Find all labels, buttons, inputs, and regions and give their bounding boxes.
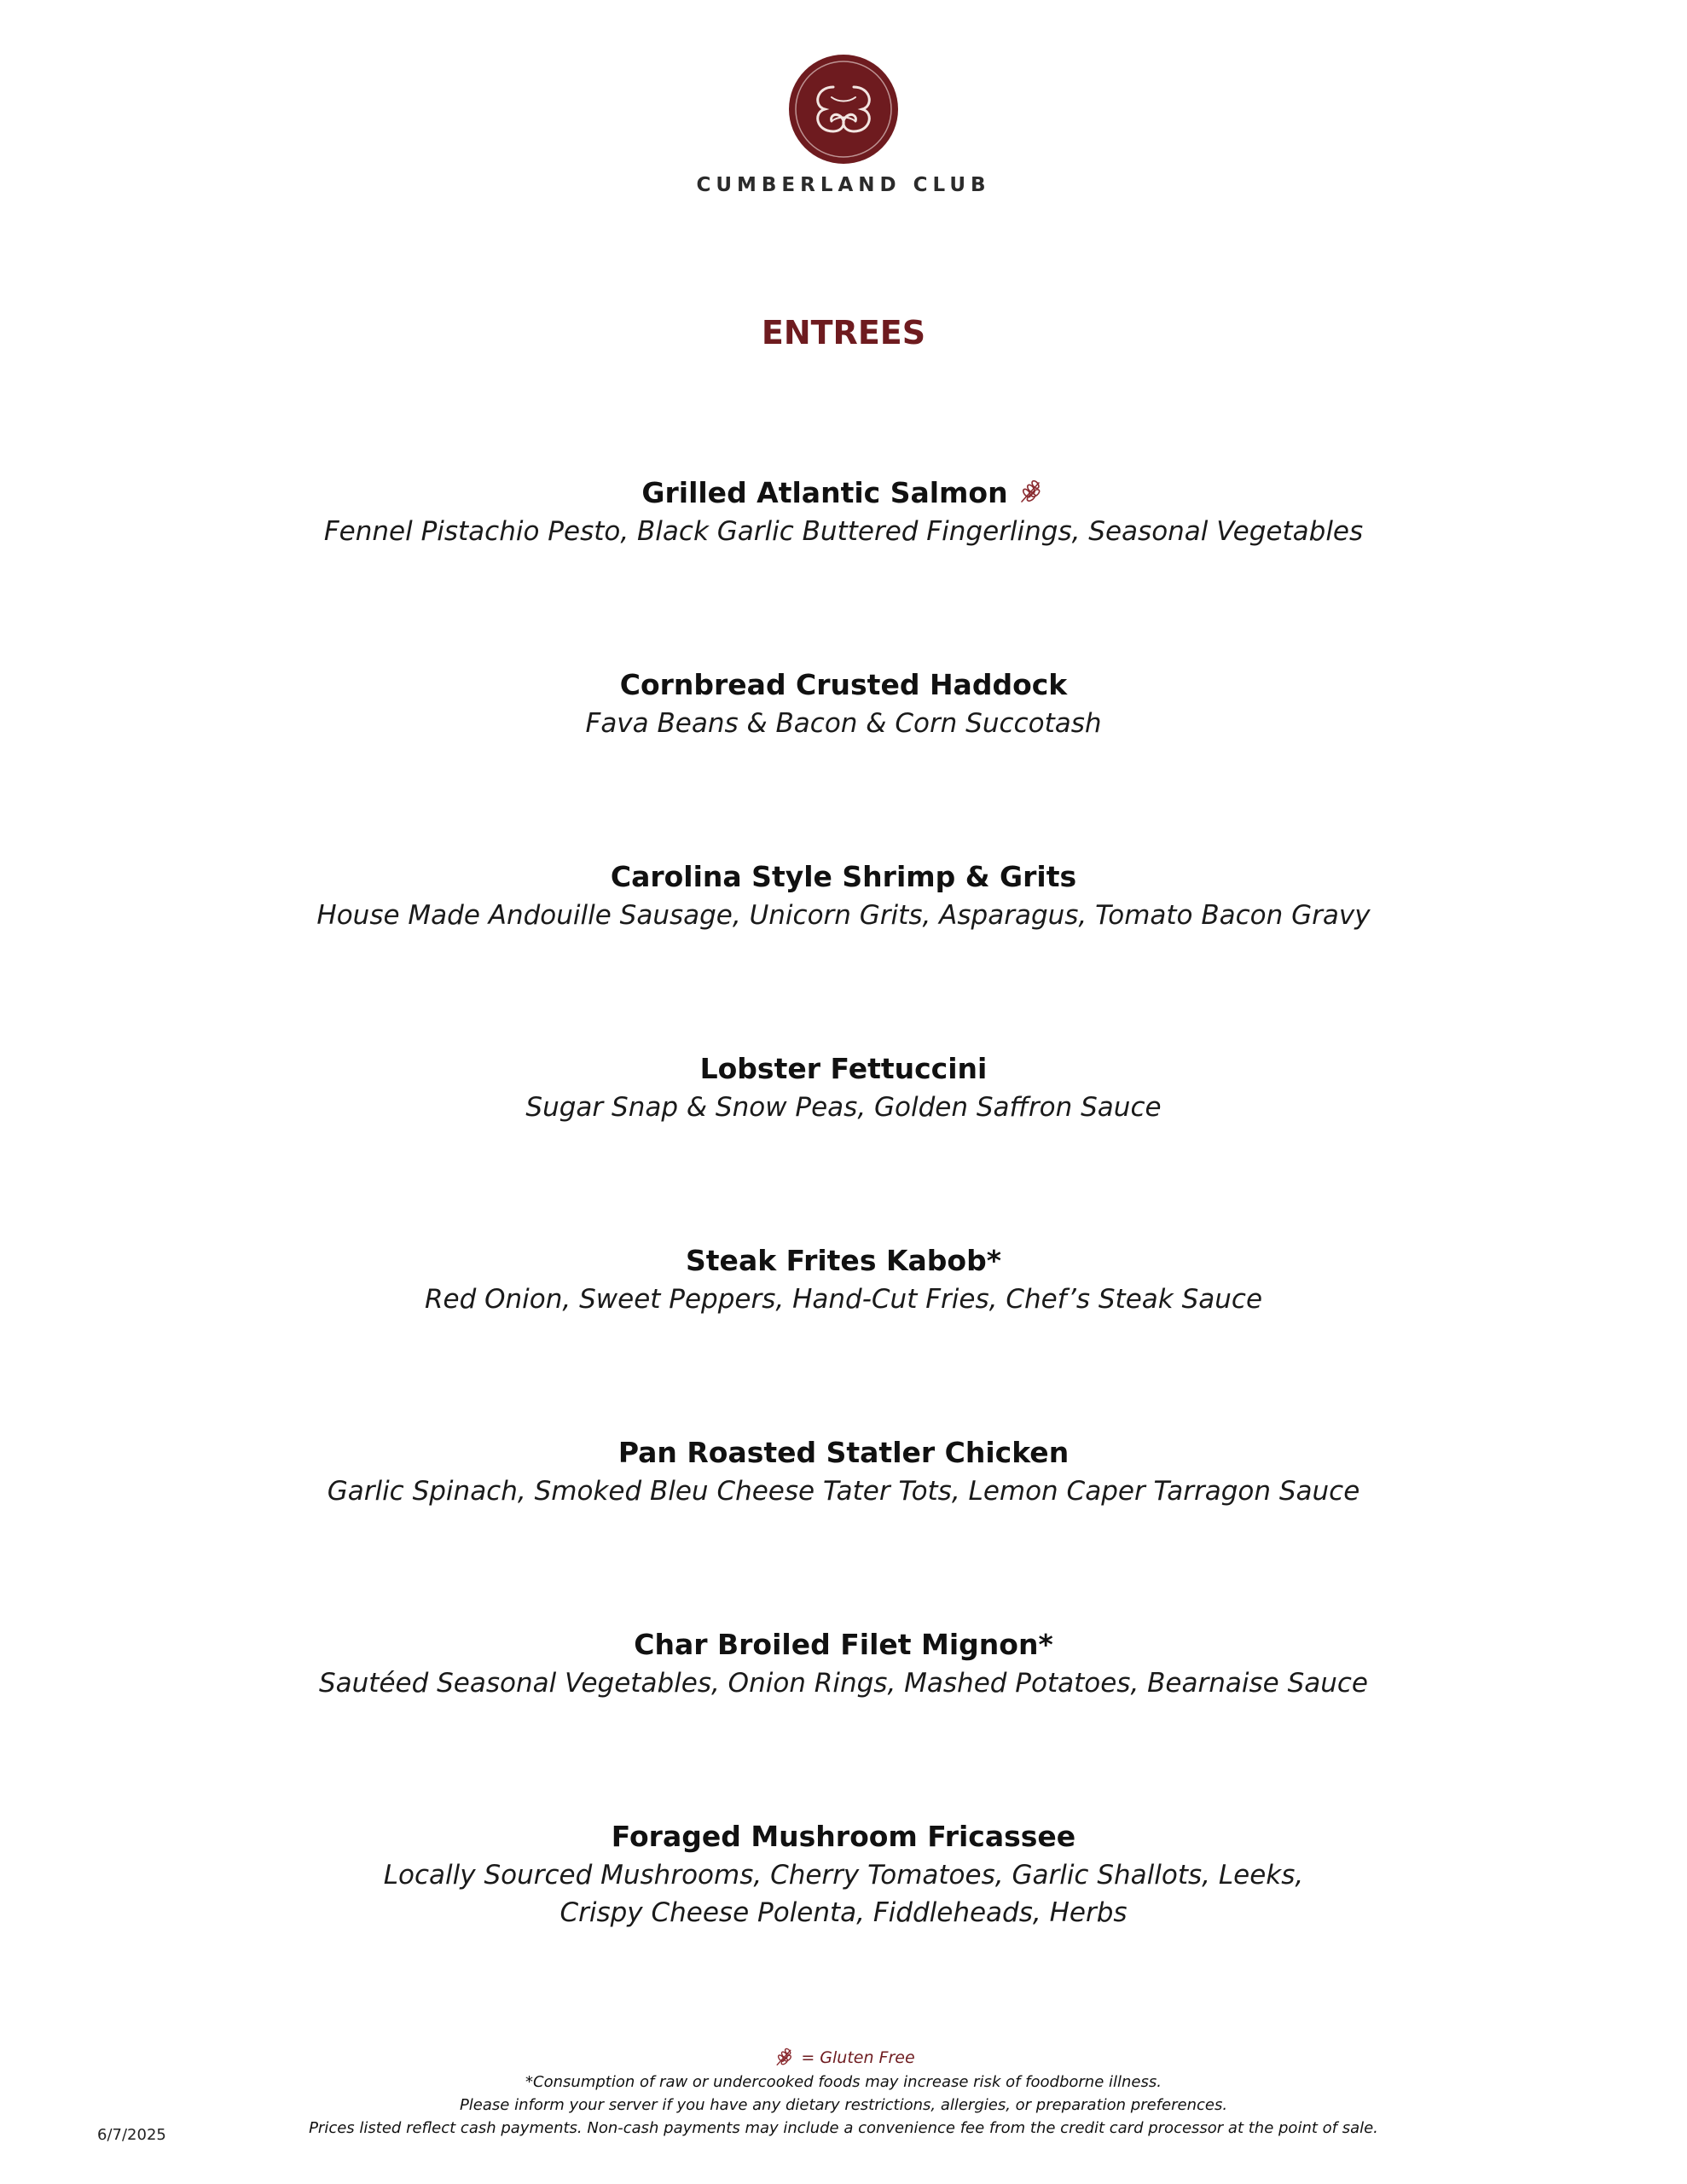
menu-item [0, 473, 1687, 665]
cc-monogram-icon [787, 53, 900, 166]
item-name: Grilled Atlantic Salmon [641, 476, 1008, 509]
payment-note: Prices listed reflect cash payments. Non-cash payments may include a convenience fee from the credit card processor at the point of sale. [309, 2118, 1378, 2137]
menu-item [0, 1241, 1687, 1433]
item-name: Steak Frites Kabob* [686, 1244, 1001, 1277]
item-description: Garlic Spinach, Smoked Bleu Cheese Tater Tots, Lemon Caper Tarragon Sauce [327, 1476, 1360, 1507]
foodborne-note: *Consumption of raw or undercooked foods may increase risk of foodborne illness. [525, 2072, 1162, 2091]
menu-item [0, 1817, 1687, 2009]
item-description-line-2: Crispy Cheese Polenta, Fiddleheads, Herbs [559, 1897, 1128, 1928]
section-title: ENTREES [761, 314, 926, 351]
menu-item [0, 1433, 1687, 1625]
item-description: Locally Sourced Mushrooms, Cherry Tomatoes, Garlic Shallots, Leeks, [383, 1860, 1304, 1891]
menu-item [0, 1625, 1687, 1817]
menu-item [0, 665, 1687, 857]
item-name: Lobster Fettuccini [699, 1052, 988, 1085]
item-description: Sautéed Seasonal Vegetables, Onion Rings, Mashed Potatoes, Bearnaise Sauce [318, 1668, 1369, 1699]
item-name: Cornbread Crusted Haddock [619, 668, 1068, 701]
menu-item [0, 857, 1687, 1049]
legend-text: = Gluten Free [801, 2048, 915, 2067]
item-description: Sugar Snap & Snow Peas, Golden Saffron Sauce [525, 1092, 1162, 1123]
menu-date: 6/7/2025 [97, 2126, 166, 2144]
menu-item [0, 1049, 1687, 1241]
item-name-row [0, 473, 1687, 513]
gluten-free-legend [0, 2046, 1687, 2071]
item-name: Carolina Style Shrimp & Grits [610, 860, 1077, 893]
club-logo [664, 53, 1023, 196]
item-description: House Made Andouille Sausage, Unicorn Grits, Asparagus, Tomato Bacon Gravy [316, 900, 1371, 931]
item-description: Fava Beans & Bacon & Corn Succotash [585, 708, 1102, 739]
item-description: Fennel Pistachio Pesto, Black Garlic Buttered Fingerlings, Seasonal Vegetables [323, 516, 1364, 547]
logo-text: CUMBERLAND CLUB [696, 174, 991, 196]
wheat-icon [772, 2045, 796, 2069]
item-description: Red Onion, Sweet Peppers, Hand-Cut Fries, Chef’s Steak Sauce [424, 1284, 1263, 1315]
wheat-icon [1015, 476, 1046, 507]
menu-footer [0, 2046, 1687, 2140]
entree-list [0, 473, 1687, 2009]
item-name: Pan Roasted Statler Chicken [617, 1436, 1070, 1469]
item-name: Foraged Mushroom Fricassee [611, 1820, 1076, 1853]
dietary-note: Please inform your server if you have any dietary restrictions, allergies, or preparation preferences. [459, 2095, 1228, 2114]
item-name: Char Broiled Filet Mignon* [634, 1628, 1053, 1661]
